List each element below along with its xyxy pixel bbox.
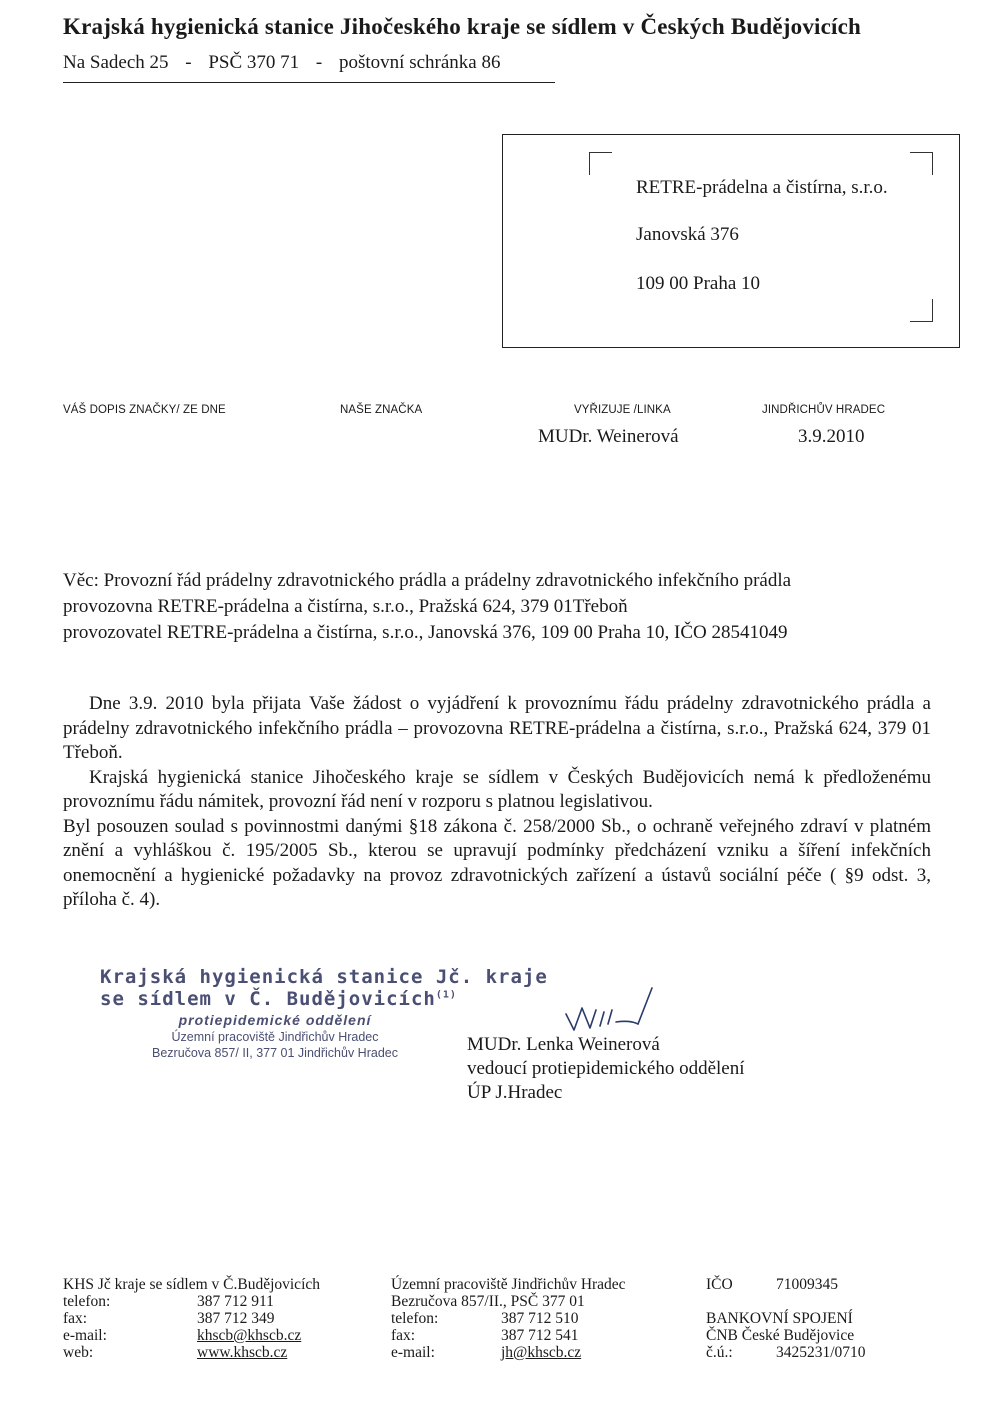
recipient-city: 109 00 Praha 10 xyxy=(636,273,761,294)
footer-hq-title: KHS Jč kraje se sídlem v Č.Budějovicích xyxy=(63,1276,320,1293)
footer-branch-address: Bezručova 857/II., PSČ 377 01 xyxy=(391,1293,585,1310)
address-separator: - xyxy=(315,52,323,73)
organization-title: Krajská hygienická stanice Jihočeského kraje se sídlem v Českých Budějovicích xyxy=(63,14,862,39)
address-separator: - xyxy=(185,52,192,73)
footer-hq-email-link[interactable]: khscb@khscb.cz xyxy=(197,1327,302,1344)
footer-email-label: e-mail: xyxy=(63,1327,107,1344)
footer-fax-label: fax: xyxy=(63,1310,88,1327)
footer-fax-label: fax: xyxy=(391,1327,416,1344)
handled-by-value: MUDr. Weinerová xyxy=(538,426,679,447)
footer-hq-web-link[interactable]: www.khscb.cz xyxy=(197,1344,288,1361)
footer-headquarters xyxy=(63,1276,320,1361)
footer-account-label: č.ú.: xyxy=(706,1344,733,1361)
recipient-address-box xyxy=(502,134,960,348)
organization-address xyxy=(63,52,500,74)
footer-bank-info xyxy=(706,1276,866,1361)
footer-account: 3425231/0710 xyxy=(776,1344,866,1361)
header-divider xyxy=(63,82,555,83)
corner-mark-bottom-right-icon xyxy=(910,299,933,322)
recipient-name: RETRE-prádelna a čistírna, s.r.o. xyxy=(636,177,888,198)
footer-branch-office xyxy=(391,1276,626,1361)
stamp-line: Bezručova 857/ II, 377 01 Jindřichův Hradec xyxy=(152,1046,398,1060)
body-paragraph: Krajská hygienická stanice Jihočeského kraje se sídlem v Českých Budějovicích nemá k předloženému provoznímu řádu námitek, provozní řád není v rozporu s platnou legislativou. xyxy=(63,766,931,812)
stamp-line: Krajská hygienická stanice Jč. kraje xyxy=(100,966,548,988)
address-po-box: poštovní schránka 86 xyxy=(339,52,501,73)
label-place: JINDŘICHŮV HRADEC xyxy=(762,404,886,416)
subject-establishment: provozovna RETRE-prádelna a čistírna, s.r.o., Pražská 624, 379 01Třeboň xyxy=(63,596,628,617)
stamp-line: Územní pracoviště Jindřichův Hradec xyxy=(171,1030,379,1044)
stamp-line: protiepidemické oddělení xyxy=(178,1012,372,1028)
label-our-reference: NAŠE ZNAČKA xyxy=(340,404,423,416)
footer-branch-fax: 387 712 541 xyxy=(501,1327,579,1344)
corner-mark-top-right-icon xyxy=(910,152,933,175)
footer-branch-title: Územní pracoviště Jindřichův Hradec xyxy=(391,1276,626,1293)
footer-bank-name: ČNB České Budějovice xyxy=(706,1327,855,1344)
footer-email-label: e-mail: xyxy=(391,1344,435,1361)
stamp-line xyxy=(100,988,457,1010)
corner-mark-top-left-icon xyxy=(589,152,612,175)
footer-ico-label: IČO xyxy=(706,1276,733,1293)
stamp-line-text: se sídlem v Č. Budějovicích xyxy=(100,988,436,1010)
footer-ico: 71009345 xyxy=(776,1276,838,1293)
signatory-role: vedoucí protiepidemického oddělení xyxy=(467,1058,745,1079)
letter-body xyxy=(63,692,931,913)
footer-web-label: web: xyxy=(63,1344,94,1361)
address-street: Na Sadech 25 xyxy=(63,52,169,73)
recipient-street: Janovská 376 xyxy=(636,224,739,245)
body-paragraph: Dne 3.9. 2010 byla přijata Vaše žádost o vyjádření k provoznímu řádu prádelny zdravotnického prádla a prádelny zdravotnického infekčního prádla – provozovna RETRE-prádelna a čistírna, s.r.o., Pražská 624, 379 01 Třeboň. xyxy=(63,693,931,763)
label-handled-by: VYŘIZUJE /LINKA xyxy=(574,404,671,416)
subject-operator: provozovatel RETRE-prádelna a čistírna, s.r.o., Janovská 376, 109 00 Praha 10, IČO 28541049 xyxy=(63,622,788,643)
footer-branch-email-link[interactable]: jh@khscb.cz xyxy=(501,1344,582,1361)
official-stamp xyxy=(100,966,548,1060)
footer-bank-title: BANKOVNÍ SPOJENÍ xyxy=(706,1310,853,1327)
signatory-unit: ÚP J.Hradec xyxy=(467,1082,563,1103)
address-postal-code: PSČ 370 71 xyxy=(208,52,300,73)
body-paragraph: Byl posouzen soulad s povinnostmi danými §18 zákona č. 258/2000 Sb., o ochraně veřejného zdraví v platném znění a vyhláškou č. 195/2005 Sb., kterou se upravují podmínky předcházení vzniku a šíření infekčních onemocnění a hygienické požadavky na provoz zdravotnických zařízení a ústavů sociální péče ( §9 odst. 3, příloha č. 4). xyxy=(63,815,931,910)
footer-phone-label: telefon: xyxy=(63,1293,111,1310)
footer-hq-phone: 387 712 911 xyxy=(197,1293,274,1310)
footer-phone-label: telefon: xyxy=(391,1310,439,1327)
subject-line: Věc: Provozní řád prádelny zdravotnického prádla a prádelny zdravotnického infekčního prádla xyxy=(63,570,792,591)
signatory-name: MUDr. Lenka Weinerová xyxy=(467,1034,660,1055)
label-your-letter: VÁŠ DOPIS ZNAČKY/ ZE DNE xyxy=(63,404,226,416)
footer-branch-phone: 387 712 510 xyxy=(501,1310,579,1327)
stamp-number-mark: (1) xyxy=(435,989,457,1001)
footer-hq-fax: 387 712 349 xyxy=(197,1310,275,1327)
letter-date: 3.9.2010 xyxy=(798,426,865,447)
